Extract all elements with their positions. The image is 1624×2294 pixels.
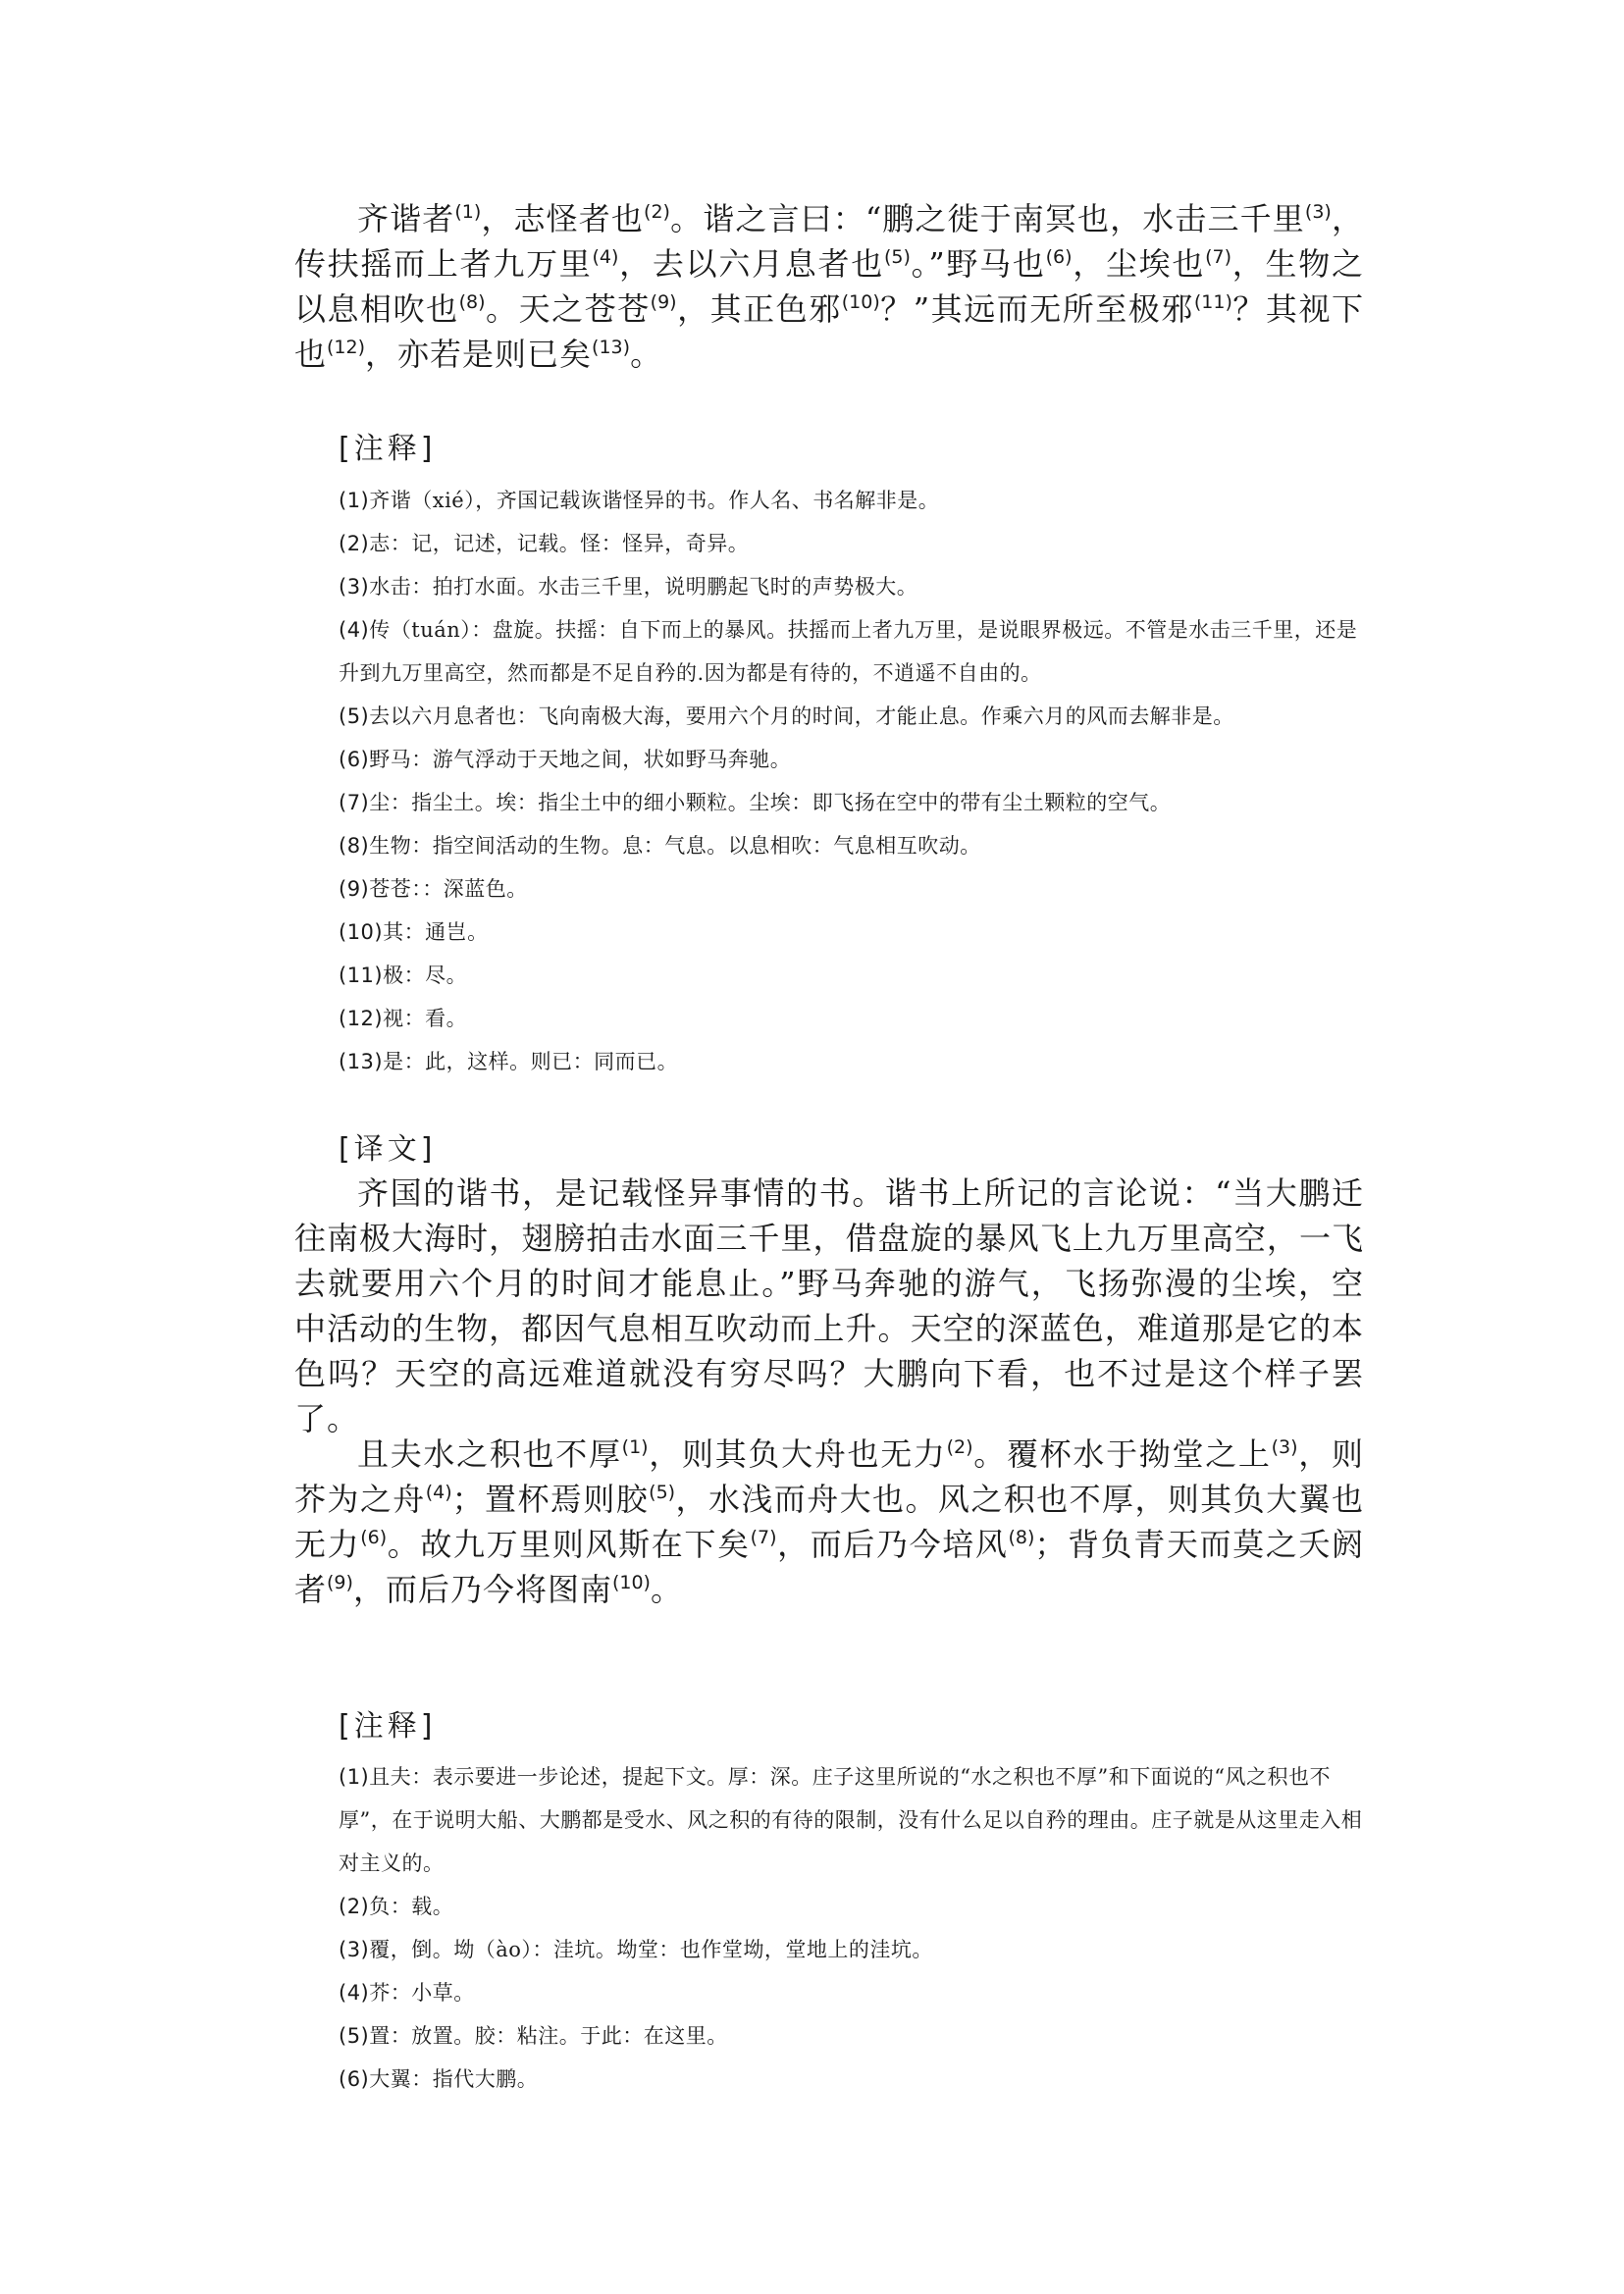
note-text: 是：此，这样。则已：同而已。	[383, 1050, 679, 1073]
footnote-ref[interactable]: (7)	[750, 1527, 777, 1548]
passage-2-segment: 。故九万里则风斯在下矣	[387, 1526, 751, 1563]
note-number: (5)	[339, 2024, 370, 2048]
passage-1-segment: ？其视下也	[294, 290, 1364, 373]
note-text: 尘：指尘土。埃：指尘土中的细小颗粒。尘埃：即飞扬在空中的带有尘土颗粒的空气。	[369, 791, 1172, 814]
passage-2-segment: ；背负青天而莫之夭阏者	[294, 1526, 1364, 1608]
note-number: (10)	[339, 920, 384, 944]
note-text: 苍苍：：深蓝色。	[369, 877, 528, 901]
note-number: (3)	[339, 575, 370, 599]
note-number: (13)	[339, 1050, 384, 1073]
note-item	[339, 997, 1364, 1040]
passage-1-segment: ，其正色邪	[676, 290, 842, 328]
note-item	[339, 522, 1364, 565]
note-number: (12)	[339, 1007, 384, 1030]
note-number: (2)	[339, 532, 370, 555]
note-item	[339, 867, 1364, 911]
passage-2-segment: ，则其负大舟也无力	[648, 1435, 947, 1473]
passage-1-segment: ，尘埃也	[1072, 245, 1206, 283]
note-number: (2)	[339, 1895, 370, 1918]
note-item	[339, 1885, 1364, 1928]
passage-1-segment: 齐谐者	[357, 200, 455, 237]
passage-2-segment: 。	[650, 1571, 683, 1608]
passage-1-segment: 。”野马也	[910, 245, 1046, 283]
footnote-ref[interactable]: (5)	[649, 1482, 676, 1503]
note-number: (8)	[339, 834, 370, 858]
note-text: 大翼：指代大鹏。	[369, 2067, 539, 2091]
note-item	[339, 1040, 1364, 1083]
note-item	[339, 608, 1364, 695]
note-number: (3)	[339, 1938, 370, 1961]
note-item	[339, 695, 1364, 738]
note-text: 传（tuán）：盘旋。扶摇：自下而上的暴风。扶摇而上者九万里，是说眼界极远。不管是水击三千里，还是升到九万里高空，然而都是不足自矜的.因为都是有待的，不逍遥不自由的。	[339, 618, 1358, 685]
note-number: (6)	[339, 748, 370, 771]
note-number: (1)	[339, 489, 370, 512]
note-item	[339, 479, 1364, 522]
passage-2-segment: ，则芥为之舟	[294, 1435, 1364, 1518]
note-number: (6)	[339, 2067, 370, 2091]
note-item	[339, 954, 1364, 997]
notes-1-list	[339, 479, 1364, 1083]
note-item	[339, 1755, 1364, 1885]
footnote-ref[interactable]: (3)	[1271, 1436, 1298, 1458]
footnote-ref[interactable]: (2)	[644, 201, 670, 223]
note-number: (7)	[339, 791, 370, 814]
note-item	[339, 2014, 1364, 2058]
footnote-ref[interactable]: (10)	[611, 1572, 651, 1593]
note-text: 其：通岂。	[383, 920, 489, 944]
passage-2-segment: ，而后乃今培风	[776, 1526, 1009, 1563]
note-number: (9)	[339, 877, 370, 901]
note-text: 生物：指空间活动的生物。息：气息。以息相吹：气息相互吹动。	[369, 834, 981, 858]
footnote-ref[interactable]: (12)	[327, 337, 366, 358]
note-text: 水击：拍打水面。水击三千里，说明鹏起飞时的声势极大。	[369, 575, 918, 599]
footnote-ref[interactable]: (9)	[327, 1572, 353, 1593]
note-item	[339, 2058, 1364, 2101]
passage-2-segment: ，水浅而舟大也。风之积也不厚，则其负大翼也无力	[294, 1481, 1364, 1563]
footnote-ref[interactable]: (4)	[425, 1482, 452, 1503]
passage-1-segment: ，生物之以息相吹也	[294, 245, 1364, 328]
passage-1-segment: 。	[630, 336, 663, 373]
passage-2-segment: ；置杯焉则胶	[451, 1481, 650, 1518]
passage-1-segment: ，志怪者也	[481, 200, 645, 237]
footnote-ref[interactable]: (1)	[621, 1436, 649, 1458]
note-number: (1)	[339, 1765, 370, 1789]
footnote-ref[interactable]: (11)	[1193, 291, 1232, 313]
note-text: 且夫：表示要进一步论述，提起下文。厚：深。庄子这里所说的“水之积也不厚”和下面说的“风之积也不厚”，在于说明大船、大鹏都是受水、风之积的有待的限制，没有什么足以自矜的理由。庄子就是从这里走入相对主义的。	[339, 1765, 1363, 1875]
passage-1-segment: 。谐之言曰：“鹏之徙于南冥也，水击三千里	[669, 200, 1305, 237]
note-item	[339, 781, 1364, 824]
note-item	[339, 911, 1364, 954]
footnote-ref[interactable]: (7)	[1205, 246, 1232, 268]
note-text: 野马：游气浮动于天地之间，状如野马奔驰。	[369, 748, 792, 771]
notes-2-heading: [注释]	[339, 1709, 437, 1744]
note-number: (4)	[339, 618, 370, 642]
footnote-ref[interactable]: (8)	[1008, 1527, 1035, 1548]
passage-1-segment: ，亦若是则已矣	[365, 336, 593, 373]
note-text: 芥：小草。	[369, 1981, 475, 2005]
footnote-ref[interactable]: (6)	[1045, 246, 1073, 268]
note-number: (4)	[339, 1981, 370, 2005]
notes-2-list	[339, 1755, 1364, 2101]
passage-2	[294, 1432, 1364, 1612]
footnote-ref[interactable]: (5)	[883, 246, 911, 268]
note-item	[339, 1928, 1364, 1971]
note-item	[339, 738, 1364, 781]
note-text: 去以六月息者也：飞向南极大海，要用六个月的时间，才能止息。作乘六月的风而去解非是。	[369, 704, 1234, 728]
note-item	[339, 824, 1364, 867]
footnote-ref[interactable]: (4)	[592, 246, 619, 268]
note-text: 极：尽。	[383, 964, 468, 987]
translation-text: 齐国的谐书，是记载怪异事情的书。谐书上所记的言论说：“当大鹏迁往南极大海时，翅膀拍击水面三千里，借盘旋的暴风飞上九万里高空，一飞去就要用六个月的时间才能息止。”野马奔驰的游气，飞扬弥漫的尘埃，空中活动的生物，都因气息相互吹动而上升。天空的深蓝色，难道那是它的本色吗？天空的高远难道就没有穷尽吗？大鹏向下看，也不过是这个样子罢了。	[294, 1174, 1364, 1437]
note-text: 齐谐（xié），齐国记载诙谐怪异的书。作人名、书名解非是。	[369, 489, 940, 512]
note-text: 负：载。	[369, 1895, 454, 1918]
note-text: 志：记，记述，记载。怪：怪异，奇异。	[369, 532, 750, 555]
note-number: (11)	[339, 964, 384, 987]
note-item	[339, 1971, 1364, 2014]
notes-1-heading: [注释]	[339, 432, 437, 466]
footnote-ref[interactable]: (2)	[946, 1436, 973, 1458]
note-text: 视：看。	[383, 1007, 468, 1030]
passage-1-segment: ，去以六月息者也	[618, 245, 884, 283]
footnote-ref[interactable]: (3)	[1304, 201, 1332, 223]
note-number: (5)	[339, 704, 370, 728]
footnote-ref[interactable]: (13)	[592, 337, 631, 358]
passage-1-segment: 。天之苍苍	[485, 290, 651, 328]
passage-1-segment: ？”其远而无所至极邪	[879, 290, 1194, 328]
translation-heading: [译文]	[339, 1132, 437, 1167]
passage-1	[294, 196, 1364, 377]
passage-2-segment: 且夫水之积也不厚	[357, 1435, 622, 1473]
passage-2-segment: 。覆杯水于拗堂之上	[972, 1435, 1272, 1473]
footnote-ref[interactable]: (8)	[458, 291, 486, 313]
note-text: 覆，倒。坳（ào）：洼坑。坳堂：也作堂坳，堂地上的洼坑。	[369, 1938, 933, 1961]
note-item	[339, 565, 1364, 608]
footnote-ref[interactable]: (9)	[650, 291, 677, 313]
passage-1-segment: ，传扶摇而上者九万里	[294, 200, 1364, 283]
footnote-ref[interactable]: (6)	[360, 1527, 388, 1548]
note-text: 置：放置。胶：粘注。于此：在这里。	[369, 2024, 728, 2048]
footnote-ref[interactable]: (10)	[841, 291, 880, 313]
passage-2-segment: ，而后乃今将图南	[352, 1571, 612, 1608]
footnote-ref[interactable]: (1)	[454, 201, 482, 223]
